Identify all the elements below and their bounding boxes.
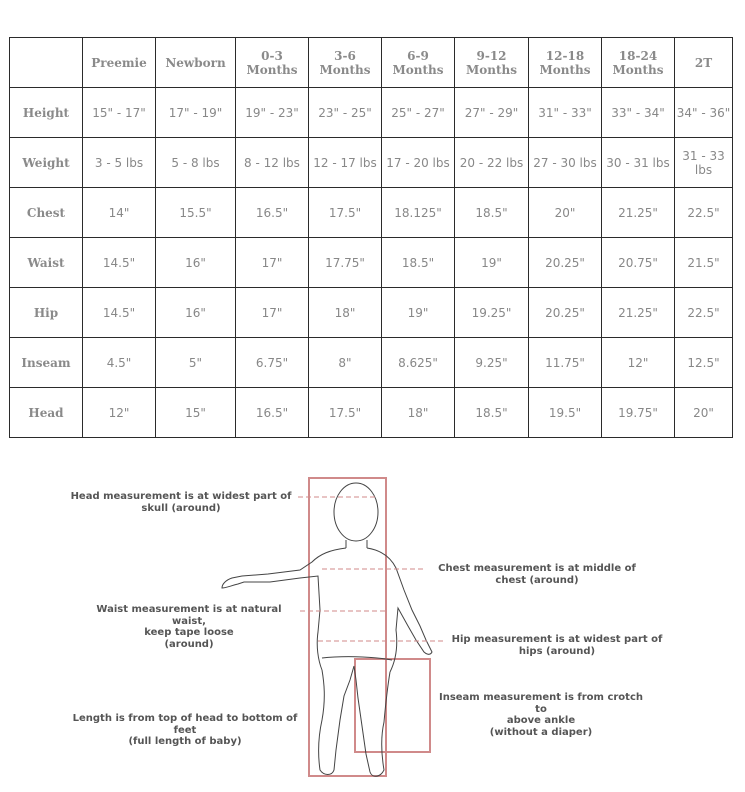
table-cell: 22.5" xyxy=(675,288,733,338)
table-cell: 17.75" xyxy=(309,238,382,288)
table-cell: 19.25" xyxy=(455,288,529,338)
table-cell: 8" xyxy=(309,338,382,388)
table-row xyxy=(10,338,733,388)
table-cell: 19" xyxy=(382,288,455,338)
table-cell: 17" xyxy=(236,238,309,288)
table-cell: 20.75" xyxy=(602,238,675,288)
table-cell: 17" - 19" xyxy=(156,88,236,138)
table-cell: 14" xyxy=(83,188,156,238)
table-cell: 16" xyxy=(156,238,236,288)
table-cell: 21.5" xyxy=(675,238,733,288)
table-cell: 17.5" xyxy=(309,188,382,238)
table-cell: 12" xyxy=(602,338,675,388)
table-cell: 16.5" xyxy=(236,388,309,438)
table-cell: 18.5" xyxy=(455,388,529,438)
table-cell: 9.25" xyxy=(455,338,529,388)
table-row xyxy=(10,188,733,238)
table-cell: 5 - 8 lbs xyxy=(156,138,236,188)
table-cell: 23" - 25" xyxy=(309,88,382,138)
size-chart-table xyxy=(9,37,733,438)
waist-note-line1: Waist measurement is at natural waist, xyxy=(96,604,282,627)
measurement-diagram xyxy=(0,470,745,792)
row-label: Height xyxy=(10,88,83,138)
table-row xyxy=(10,288,733,338)
column-header: Newborn xyxy=(156,38,236,88)
row-label: Inseam xyxy=(10,338,83,388)
inseam-note-line3: (without a diaper) xyxy=(489,726,593,738)
column-header: 3-6 Months xyxy=(309,38,382,88)
length-guide xyxy=(309,478,386,776)
waist-note xyxy=(80,604,298,650)
header-corner-cell xyxy=(10,38,83,88)
row-label: Chest xyxy=(10,188,83,238)
table-cell: 22.5" xyxy=(675,188,733,238)
table-cell: 27 - 30 lbs xyxy=(529,138,602,188)
inseam-guide xyxy=(355,659,430,752)
table-cell: 19.75" xyxy=(602,388,675,438)
table-cell: 16" xyxy=(156,288,236,338)
table-cell: 4.5" xyxy=(83,338,156,388)
table-cell: 20.25" xyxy=(529,288,602,338)
table-cell: 12" xyxy=(83,388,156,438)
table-cell: 8 - 12 lbs xyxy=(236,138,309,188)
size-chart-body xyxy=(10,88,733,438)
column-header: 12-18 Months xyxy=(529,38,602,88)
table-cell: 18" xyxy=(382,388,455,438)
table-cell: 17 - 20 lbs xyxy=(382,138,455,188)
size-chart-header xyxy=(10,38,733,88)
table-cell: 12 - 17 lbs xyxy=(309,138,382,188)
hip-note: Hip measurement is at widest part of hips (around) xyxy=(451,634,663,657)
table-cell: 19" xyxy=(455,238,529,288)
column-header: Preemie xyxy=(83,38,156,88)
table-cell: 3 - 5 lbs xyxy=(83,138,156,188)
inseam-note-line2: above ankle xyxy=(506,715,576,726)
table-cell: 20" xyxy=(675,388,733,438)
length-note-line1: Length is from top of head to bottom of feet xyxy=(72,713,298,736)
table-cell: 31 - 33 lbs xyxy=(675,138,733,188)
length-note-line2: (full length of baby) xyxy=(128,736,242,747)
waist-note-line3: (around) xyxy=(164,638,214,650)
table-cell: 12.5" xyxy=(675,338,733,388)
table-cell: 30 - 31 lbs xyxy=(602,138,675,188)
inseam-note xyxy=(432,692,650,738)
table-cell: 19" - 23" xyxy=(236,88,309,138)
column-header: 2T xyxy=(675,38,733,88)
column-header: 9-12 Months xyxy=(455,38,529,88)
table-cell: 18.5" xyxy=(455,188,529,238)
table-cell: 31" - 33" xyxy=(529,88,602,138)
table-row xyxy=(10,88,733,138)
table-cell: 8.625" xyxy=(382,338,455,388)
table-cell: 21.25" xyxy=(602,188,675,238)
column-header: 0-3 Months xyxy=(236,38,309,88)
table-cell: 11.75" xyxy=(529,338,602,388)
table-cell: 15" - 17" xyxy=(83,88,156,138)
table-cell: 14.5" xyxy=(83,288,156,338)
table-cell: 14.5" xyxy=(83,238,156,288)
table-cell: 17.5" xyxy=(309,388,382,438)
table-cell: 21.25" xyxy=(602,288,675,338)
table-row xyxy=(10,138,733,188)
table-cell: 20 - 22 lbs xyxy=(455,138,529,188)
table-cell: 18" xyxy=(309,288,382,338)
table-cell: 17" xyxy=(236,288,309,338)
table-cell: 34" - 36" xyxy=(675,88,733,138)
table-cell: 20.25" xyxy=(529,238,602,288)
row-label: Weight xyxy=(10,138,83,188)
table-cell: 15" xyxy=(156,388,236,438)
table-cell: 19.5" xyxy=(529,388,602,438)
row-label: Waist xyxy=(10,238,83,288)
chest-note: Chest measurement is at middle of chest (around) xyxy=(438,563,636,586)
table-cell: 18.5" xyxy=(382,238,455,288)
length-note xyxy=(64,713,306,748)
inseam-note-line1: Inseam measurement is from crotch to xyxy=(438,692,643,715)
table-cell: 20" xyxy=(529,188,602,238)
table-cell: 18.125" xyxy=(382,188,455,238)
column-header: 18-24 Months xyxy=(602,38,675,88)
measurement-lines xyxy=(298,497,444,641)
table-row xyxy=(10,238,733,288)
table-cell: 33" - 34" xyxy=(602,88,675,138)
waist-note-line2: keep tape loose xyxy=(144,627,234,638)
table-cell: 16.5" xyxy=(236,188,309,238)
table-row xyxy=(10,388,733,438)
table-cell: 27" - 29" xyxy=(455,88,529,138)
row-label: Head xyxy=(10,388,83,438)
head-note: Head measurement is at widest part of skull (around) xyxy=(70,491,292,514)
column-header: 6-9 Months xyxy=(382,38,455,88)
table-cell: 5" xyxy=(156,338,236,388)
row-label: Hip xyxy=(10,288,83,338)
table-cell: 6.75" xyxy=(236,338,309,388)
table-cell: 15.5" xyxy=(156,188,236,238)
table-cell: 25" - 27" xyxy=(382,88,455,138)
